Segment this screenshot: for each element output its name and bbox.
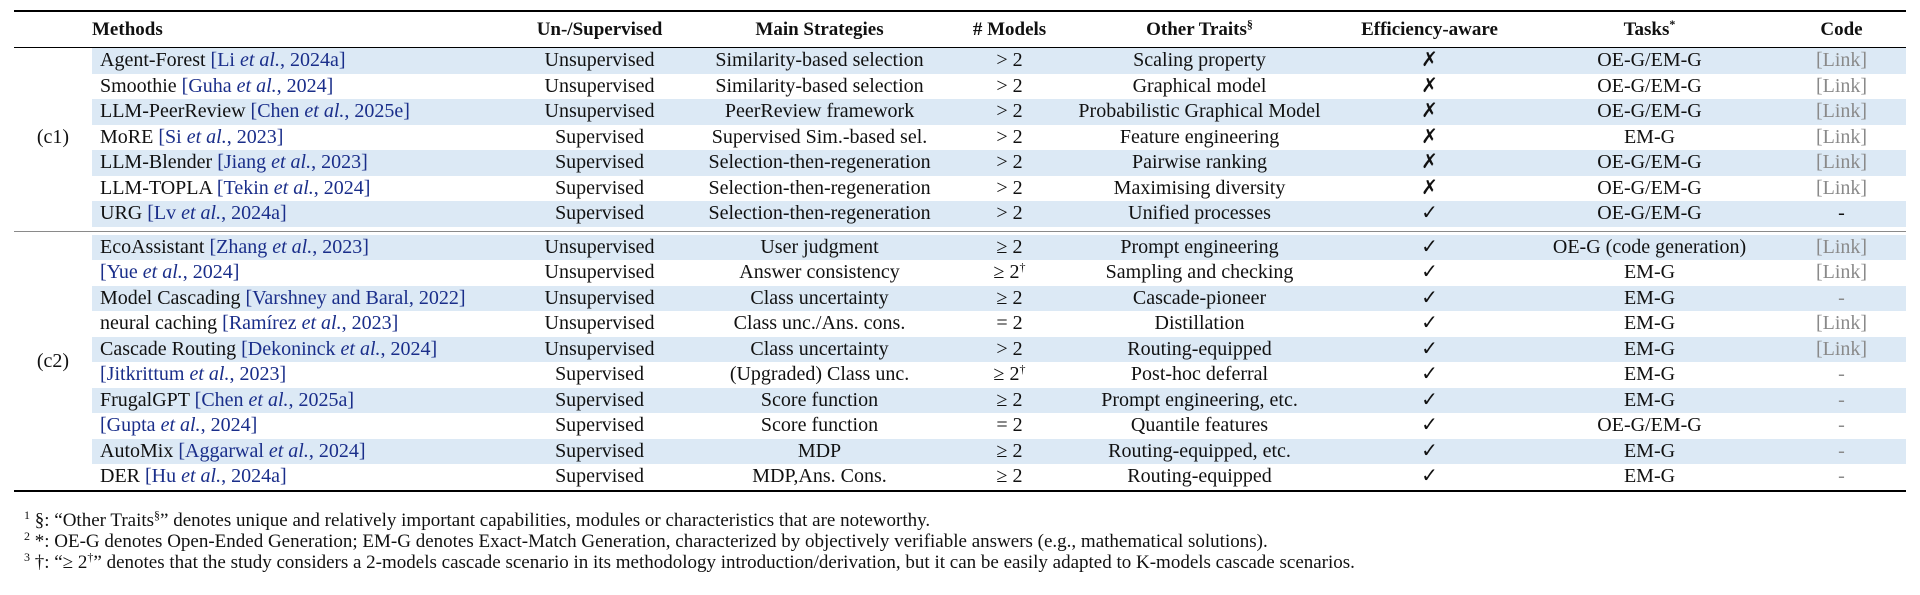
models-cell: = 2 bbox=[996, 414, 1023, 436]
method-cell bbox=[92, 362, 517, 388]
header-tasks: Tasks* bbox=[1522, 11, 1777, 48]
citation-link[interactable]: [Hu et al., 2024a] bbox=[145, 465, 287, 487]
strategy-cell: PeerReview framework bbox=[682, 99, 957, 125]
category-label: (c2) bbox=[14, 235, 92, 491]
supervision-cell: Supervised bbox=[517, 201, 682, 227]
traits-cell: Probabilistic Graphical Model bbox=[1062, 99, 1337, 125]
efficiency-mark: ✗ bbox=[1337, 99, 1522, 125]
method-name: URG bbox=[100, 202, 148, 224]
traits-cell: Scaling property bbox=[1062, 48, 1337, 74]
code-link[interactable]: [Link] bbox=[1777, 337, 1906, 363]
traits-cell: Quantile features bbox=[1130, 414, 1269, 436]
supervision-cell: Supervised bbox=[517, 150, 682, 176]
tasks-cell: EM-G bbox=[1623, 261, 1676, 283]
footnote-number: 2 bbox=[24, 529, 30, 543]
supervision-cell: Supervised bbox=[517, 439, 682, 465]
code-unavailable: - bbox=[1838, 363, 1845, 385]
footnote-mark: * bbox=[34, 531, 45, 552]
strategy-cell: Selection-then-regeneration bbox=[708, 176, 931, 199]
method-name: LLM-PeerReview bbox=[100, 100, 251, 122]
method-cell bbox=[92, 235, 517, 261]
citation-link[interactable]: [Dekoninck et al., 2024] bbox=[241, 337, 438, 360]
method-name: Cascade Routing bbox=[100, 337, 242, 360]
table-row bbox=[14, 48, 1906, 74]
code-link[interactable]: [Link] bbox=[1777, 150, 1906, 176]
method-name: MoRE bbox=[100, 125, 159, 148]
code-unavailable: - bbox=[1777, 439, 1906, 465]
efficiency-mark: ✓ bbox=[1337, 388, 1522, 414]
strategy-cell: Class uncertainty bbox=[682, 286, 957, 312]
method-cell bbox=[92, 48, 517, 74]
tasks-footnote-mark: * bbox=[1669, 16, 1676, 31]
efficiency-mark: ✓ bbox=[1421, 312, 1438, 334]
tasks-cell: EM-G bbox=[1623, 465, 1676, 487]
efficiency-mark: ✗ bbox=[1337, 150, 1522, 176]
traits-cell: Feature engineering bbox=[1119, 125, 1280, 148]
traits-footnote-mark: § bbox=[1246, 16, 1253, 31]
efficiency-mark: ✓ bbox=[1421, 363, 1438, 385]
supervision-cell: Unsupervised bbox=[517, 337, 682, 363]
strategy-cell: User judgment bbox=[682, 235, 957, 261]
models-cell: > 2 bbox=[996, 176, 1023, 199]
supervision-cell: Unsupervised bbox=[517, 99, 682, 125]
citation-link[interactable]: [Chen et al., 2025a] bbox=[194, 388, 355, 411]
models-cell: ≥ 2† bbox=[993, 362, 1026, 385]
strategy-cell: Score function bbox=[682, 388, 957, 414]
citation-link[interactable]: [Yue et al., 2024] bbox=[100, 261, 240, 283]
traits-cell: Distillation bbox=[1154, 312, 1245, 334]
header-strategies: Main Strategies bbox=[682, 11, 957, 48]
models-cell: > 2 bbox=[957, 201, 1062, 227]
models-cell: > 2 bbox=[957, 48, 1062, 74]
supervision-cell: Unsupervised bbox=[544, 312, 655, 334]
code-link[interactable]: [Link] bbox=[1777, 48, 1906, 74]
models-cell: ≥ 2 bbox=[957, 235, 1062, 261]
table-row bbox=[14, 362, 1906, 388]
tasks-cell: OE-G/EM-G bbox=[1522, 48, 1777, 74]
method-cell bbox=[92, 260, 517, 286]
efficiency-mark: ✗ bbox=[1421, 125, 1438, 148]
table-row bbox=[14, 150, 1906, 176]
citation-link[interactable]: [Guha et al., 2024] bbox=[181, 74, 334, 97]
supervision-cell: Unsupervised bbox=[544, 74, 655, 97]
supervision-cell: Supervised bbox=[555, 125, 644, 148]
supervision-cell: Supervised bbox=[555, 176, 644, 199]
method-name: LLM-Blender bbox=[100, 151, 218, 173]
supervision-cell: Unsupervised bbox=[517, 235, 682, 261]
comparison-table-container bbox=[14, 10, 1906, 492]
models-cell: ≥ 2† bbox=[993, 260, 1026, 283]
traits-cell: Graphical model bbox=[1132, 74, 1267, 97]
table-row bbox=[14, 337, 1906, 363]
traits-cell: Prompt engineering bbox=[1062, 235, 1337, 261]
efficiency-mark: ✓ bbox=[1421, 414, 1438, 436]
method-cell bbox=[92, 337, 517, 363]
method-cell bbox=[92, 176, 517, 202]
header-methods: Methods bbox=[14, 11, 517, 48]
code-unavailable: - bbox=[1838, 465, 1845, 487]
table-row bbox=[14, 286, 1906, 312]
models-cell: > 2 bbox=[996, 125, 1023, 148]
traits-cell: Routing-equipped bbox=[1127, 465, 1272, 487]
strategy-cell: MDP bbox=[682, 439, 957, 465]
strategy-cell: MDP,Ans. Cons. bbox=[752, 465, 887, 487]
models-cell: ≥ 2 bbox=[957, 388, 1062, 414]
code-unavailable: - bbox=[1777, 388, 1906, 414]
models-cell: > 2 bbox=[957, 99, 1062, 125]
footnote: $^1$ §: “Other Traits§” denotes unique and relatively important capabilities, modules or characteristics that are noteworthy. bbox=[24, 508, 931, 531]
category-label: (c1) bbox=[14, 48, 92, 227]
header-traits: Other Traits§ bbox=[1062, 11, 1337, 48]
efficiency-mark: ✓ bbox=[1421, 465, 1438, 487]
header-row bbox=[14, 11, 1906, 48]
method-cell bbox=[92, 413, 517, 439]
header-efficiency: Efficiency-aware bbox=[1337, 11, 1522, 48]
method-cell bbox=[92, 125, 517, 151]
method-name: DER bbox=[100, 465, 145, 487]
code-link[interactable]: [Link] bbox=[1815, 74, 1868, 97]
header-code: Code bbox=[1777, 11, 1906, 48]
method-name: Model Cascading bbox=[100, 286, 246, 309]
method-name: Agent-Forest bbox=[100, 49, 211, 71]
citation-link[interactable]: [Si et al., 2023] bbox=[158, 125, 284, 148]
footnote-number: 1 bbox=[24, 508, 30, 522]
traits-cell: Prompt engineering, etc. bbox=[1062, 388, 1337, 414]
comparison-table bbox=[14, 10, 1906, 492]
citation-link[interactable]: [Jitkrittum et al., 2023] bbox=[100, 363, 287, 385]
method-cell bbox=[92, 74, 517, 100]
traits-cell: Pairwise ranking bbox=[1062, 150, 1337, 176]
method-cell bbox=[92, 311, 517, 337]
efficiency-mark: ✗ bbox=[1421, 74, 1438, 97]
footnote-number: 3 bbox=[24, 550, 30, 564]
strategy-cell: Answer consistency bbox=[739, 261, 900, 283]
tasks-cell: EM-G bbox=[1522, 286, 1777, 312]
table-row bbox=[14, 176, 1906, 202]
method-cell bbox=[92, 150, 517, 176]
footnotes bbox=[24, 510, 1355, 573]
table-row bbox=[14, 235, 1906, 261]
footnote-mark: § bbox=[34, 510, 45, 531]
tasks-cell: EM-G bbox=[1522, 337, 1777, 363]
method-cell bbox=[92, 464, 517, 491]
models-cell: = 2 bbox=[996, 312, 1023, 334]
method-name: FrugalGPT bbox=[100, 388, 195, 411]
code-unavailable: - bbox=[1777, 201, 1906, 227]
method-name: neural caching bbox=[100, 312, 223, 334]
dagger-mark: † bbox=[1019, 362, 1026, 376]
tasks-cell: EM-G bbox=[1623, 125, 1676, 148]
strategy-cell: Class unc./Ans. cons. bbox=[733, 312, 906, 334]
supervision-cell: Supervised bbox=[517, 388, 682, 414]
tasks-cell: OE-G/EM-G bbox=[1597, 414, 1702, 436]
table-row bbox=[14, 388, 1906, 414]
code-link[interactable]: [Link] bbox=[1815, 261, 1868, 283]
models-cell: ≥ 2 bbox=[957, 286, 1062, 312]
efficiency-mark: ✓ bbox=[1337, 439, 1522, 465]
table-row bbox=[14, 311, 1906, 337]
strategy-cell: Similarity-based selection bbox=[715, 74, 924, 97]
code-link[interactable]: [Link] bbox=[1815, 176, 1868, 199]
efficiency-mark: ✓ bbox=[1337, 201, 1522, 227]
table-row bbox=[14, 125, 1906, 151]
header-supervised: Un-/Supervised bbox=[517, 11, 682, 48]
table-row bbox=[14, 464, 1906, 491]
strategy-cell: Class uncertainty bbox=[682, 337, 957, 363]
efficiency-mark: ✗ bbox=[1421, 176, 1438, 199]
citation-link[interactable]: [Aggarwal et al., 2024] bbox=[178, 439, 366, 462]
strategy-cell: (Upgraded) Class unc. bbox=[729, 363, 910, 385]
citation-link[interactable]: [Ramírez et al., 2023] bbox=[222, 312, 399, 334]
strategy-cell: Score function bbox=[760, 414, 879, 436]
citation-link[interactable]: [Chen et al., 2025e] bbox=[250, 100, 410, 122]
traits-cell: Cascade-pioneer bbox=[1062, 286, 1337, 312]
table-row bbox=[14, 74, 1906, 100]
footnote: $^3$ †: “≥ 2†” denotes that the study considers a 2-models cascade scenario in its methodology introduction/derivation, but it can be easily adapted to K-models cascade scenarios. bbox=[24, 550, 1355, 573]
traits-cell: Routing-equipped bbox=[1062, 337, 1337, 363]
footnote: $^2$ *: OE-G denotes Open-Ended Generation; EM-G denotes Exact-Match Generation, characterized by objectively verifiable answers (e.g., mathematical solutions). bbox=[24, 529, 1268, 552]
supervision-cell: Unsupervised bbox=[544, 261, 655, 283]
method-cell bbox=[92, 388, 517, 414]
method-name: Smoothie bbox=[100, 74, 182, 97]
traits-cell: Unified processes bbox=[1062, 201, 1337, 227]
table-row bbox=[14, 260, 1906, 286]
code-link[interactable]: [Link] bbox=[1815, 312, 1868, 334]
tasks-cell: OE-G/EM-G bbox=[1522, 150, 1777, 176]
table-body bbox=[14, 48, 1906, 491]
citation-link[interactable]: [Varshney and Baral, 2022] bbox=[245, 286, 466, 309]
code-link[interactable]: [Link] bbox=[1777, 99, 1906, 125]
models-cell: > 2 bbox=[996, 74, 1023, 97]
tasks-cell: OE-G/EM-G bbox=[1522, 201, 1777, 227]
table-row bbox=[14, 413, 1906, 439]
citation-link[interactable]: [Lv et al., 2024a] bbox=[147, 202, 287, 224]
citation-link[interactable]: [Zhang et al., 2023] bbox=[209, 235, 369, 258]
models-cell: > 2 bbox=[957, 337, 1062, 363]
traits-cell: Maximising diversity bbox=[1113, 176, 1286, 199]
method-cell bbox=[92, 286, 517, 312]
traits-cell: Sampling and checking bbox=[1105, 261, 1294, 283]
tasks-cell: OE-G/EM-G bbox=[1597, 176, 1702, 199]
citation-link[interactable]: [Li et al., 2024a] bbox=[210, 49, 346, 71]
tasks-cell: OE-G/EM-G bbox=[1522, 99, 1777, 125]
method-cell bbox=[92, 439, 517, 465]
strategy-cell: Similarity-based selection bbox=[682, 48, 957, 74]
supervision-cell: Supervised bbox=[555, 465, 644, 487]
method-cell bbox=[92, 201, 517, 227]
method-cell bbox=[92, 99, 517, 125]
models-cell: ≥ 2 bbox=[957, 439, 1062, 465]
code-link[interactable]: [Link] bbox=[1815, 125, 1868, 148]
tasks-cell: EM-G bbox=[1522, 388, 1777, 414]
tasks-cell: EM-G bbox=[1522, 439, 1777, 465]
supervision-cell: Unsupervised bbox=[517, 286, 682, 312]
code-link[interactable]: [Link] bbox=[1777, 235, 1906, 261]
efficiency-mark: ✗ bbox=[1337, 48, 1522, 74]
tasks-cell: EM-G bbox=[1623, 363, 1676, 385]
footnote-mark: † bbox=[34, 552, 45, 573]
citation-link[interactable]: [Jiang et al., 2023] bbox=[217, 151, 368, 173]
models-cell: ≥ 2 bbox=[996, 465, 1023, 487]
table-row bbox=[14, 439, 1906, 465]
table-row bbox=[14, 99, 1906, 125]
models-cell: > 2 bbox=[957, 150, 1062, 176]
supervision-cell: Supervised bbox=[555, 414, 644, 436]
efficiency-mark: ✓ bbox=[1337, 235, 1522, 261]
efficiency-mark: ✓ bbox=[1337, 286, 1522, 312]
dagger-mark: † bbox=[1019, 260, 1026, 274]
citation-link[interactable]: [Gupta et al., 2024] bbox=[100, 414, 258, 436]
code-unavailable: - bbox=[1838, 414, 1845, 436]
traits-cell: Post-hoc deferral bbox=[1130, 363, 1269, 385]
strategy-cell: Supervised Sim.-based sel. bbox=[711, 125, 928, 148]
strategy-cell: Selection-then-regeneration bbox=[682, 150, 957, 176]
efficiency-mark: ✓ bbox=[1337, 337, 1522, 363]
header-models: # Models bbox=[957, 11, 1062, 48]
method-name: AutoMix bbox=[100, 439, 179, 462]
citation-link[interactable]: [Tekin et al., 2024] bbox=[216, 176, 371, 199]
tasks-cell: EM-G bbox=[1623, 312, 1676, 334]
traits-cell: Routing-equipped, etc. bbox=[1062, 439, 1337, 465]
code-unavailable: - bbox=[1777, 286, 1906, 312]
supervision-cell: Unsupervised bbox=[517, 48, 682, 74]
supervision-cell: Supervised bbox=[555, 363, 644, 385]
method-name: LLM-TOPLA bbox=[100, 176, 217, 199]
tasks-cell: OE-G (code generation) bbox=[1522, 235, 1777, 261]
method-name: EcoAssistant bbox=[100, 235, 210, 258]
efficiency-mark: ✓ bbox=[1421, 261, 1438, 283]
strategy-cell: Selection-then-regeneration bbox=[682, 201, 957, 227]
table-row bbox=[14, 201, 1906, 227]
tasks-cell: OE-G/EM-G bbox=[1597, 74, 1702, 97]
